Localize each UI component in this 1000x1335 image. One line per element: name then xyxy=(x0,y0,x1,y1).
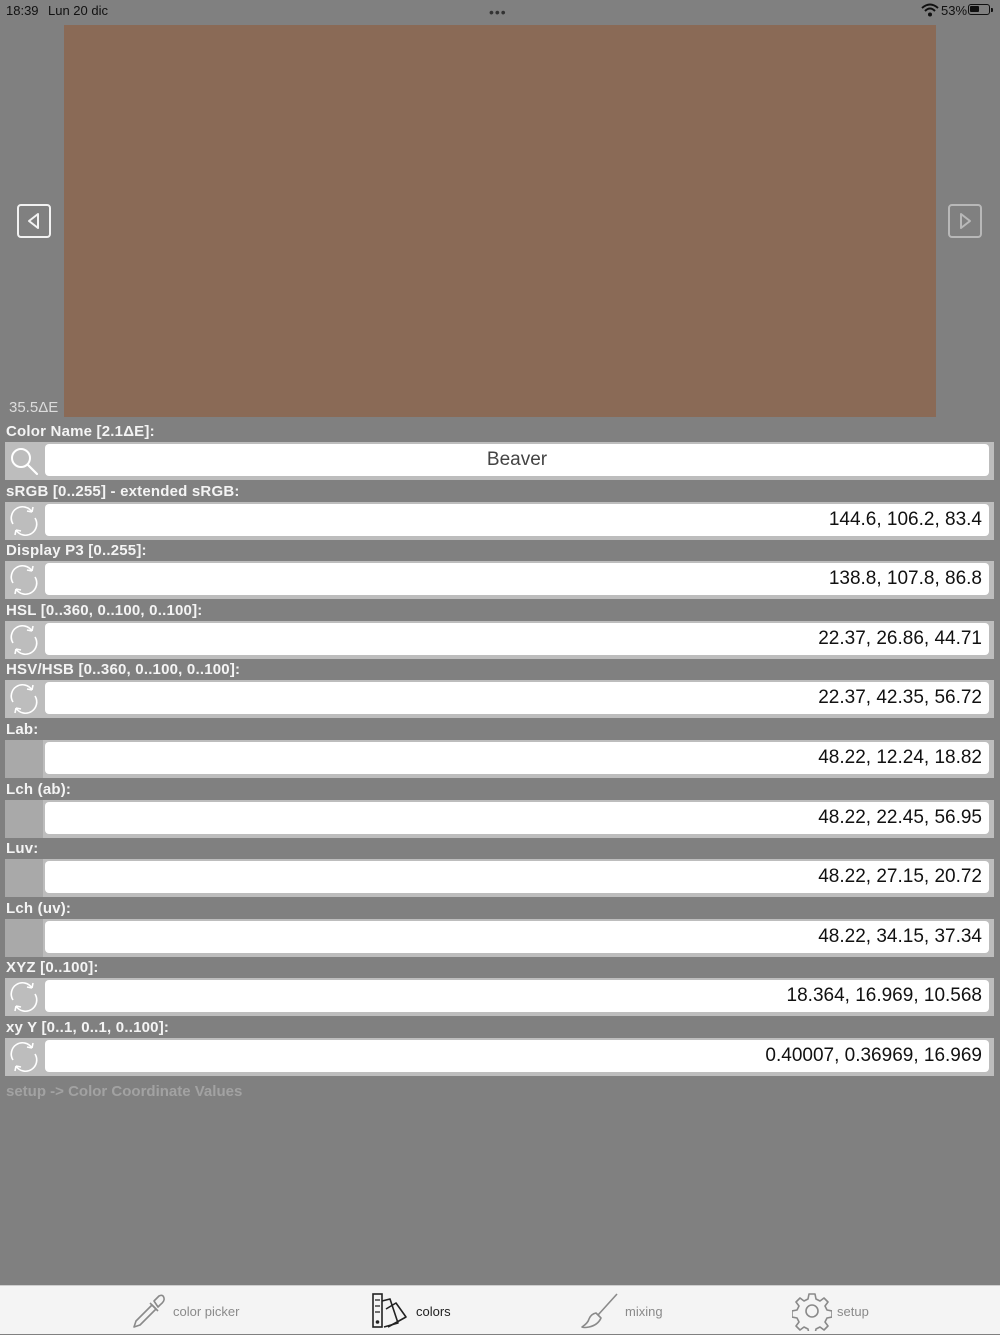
multitasking-dots-icon[interactable]: ••• xyxy=(489,4,507,20)
coordinate-value-field[interactable]: 0.40007, 0.36969, 16.969 xyxy=(45,1040,989,1072)
tab-label-setup: setup xyxy=(837,1304,869,1319)
row-label: Color Name [2.1ΔE]: xyxy=(6,423,155,440)
coordinate-row xyxy=(5,680,994,718)
next-color-button[interactable] xyxy=(948,204,982,238)
setup-hint: setup -> Color Coordinate Values xyxy=(6,1083,243,1100)
coordinate-row xyxy=(5,502,994,540)
row-icon-placeholder xyxy=(5,859,43,897)
row-label: Lab: xyxy=(6,721,39,738)
row-label: Display P3 [0..255]: xyxy=(6,542,147,560)
status-date: Lun 20 dic xyxy=(48,3,108,18)
tab-colors[interactable] xyxy=(370,1286,470,1335)
refresh-icon[interactable] xyxy=(5,561,43,599)
battery-level xyxy=(970,6,979,12)
gear-icon xyxy=(792,1291,832,1331)
coordinate-row xyxy=(5,1038,994,1076)
status-time: 18:39 xyxy=(6,3,39,18)
row-label: sRGB [0..255] - extended sRGB: xyxy=(6,482,240,500)
row-label: Lch (ab): xyxy=(6,780,72,798)
coordinate-row xyxy=(5,621,994,659)
coordinate-value-field[interactable]: 48.22, 27.15, 20.72 xyxy=(45,861,989,893)
coordinate-row xyxy=(5,442,994,480)
triangle-right-icon xyxy=(950,206,980,236)
refresh-icon[interactable] xyxy=(5,1038,43,1076)
row-label: XYZ [0..100]: xyxy=(6,959,99,977)
row-label: Luv: xyxy=(6,840,39,858)
tab-setup[interactable] xyxy=(792,1286,892,1335)
refresh-icon[interactable] xyxy=(5,680,43,718)
tab-label-mixing: mixing xyxy=(625,1304,663,1319)
coordinate-value-field[interactable]: 22.37, 26.86, 44.71 xyxy=(45,623,989,655)
search-icon[interactable] xyxy=(5,442,43,480)
triangle-left-icon xyxy=(19,206,49,236)
tab-color-picker[interactable] xyxy=(126,1286,256,1335)
tab-mixing[interactable] xyxy=(580,1286,680,1335)
tab-label-colors: colors xyxy=(416,1304,451,1319)
row-label: xy Y [0..1, 0..1, 0..100]: xyxy=(6,1019,170,1036)
row-icon-placeholder xyxy=(5,800,43,838)
color-name-field[interactable]: Beaver xyxy=(45,444,989,476)
coordinate-row xyxy=(5,919,994,957)
coordinate-row xyxy=(5,859,994,897)
refresh-icon[interactable] xyxy=(5,502,43,540)
coordinate-value-field[interactable]: 138.8, 107.8, 86.8 xyxy=(45,563,989,595)
refresh-icon[interactable] xyxy=(5,978,43,1016)
color-fan-icon xyxy=(370,1291,410,1331)
row-label: Lch (uv): xyxy=(6,899,72,917)
previous-color-button[interactable] xyxy=(17,204,51,238)
coordinate-value-field[interactable]: 48.22, 22.45, 56.95 xyxy=(45,802,989,834)
status-bar xyxy=(0,0,1000,22)
row-label: HSV/HSB [0..360, 0..100, 0..100]: xyxy=(6,661,241,679)
coordinate-value-field[interactable]: 18.364, 16.969, 10.568 xyxy=(45,980,989,1012)
tab-label-color-picker: color picker xyxy=(173,1304,240,1319)
row-icon-placeholder xyxy=(5,919,43,957)
battery-percentage: 53% xyxy=(941,3,968,18)
brush-icon xyxy=(580,1291,620,1331)
refresh-icon[interactable] xyxy=(5,621,43,659)
coordinate-value-field[interactable]: 48.22, 34.15, 37.34 xyxy=(45,921,989,953)
color-swatch[interactable] xyxy=(64,25,936,417)
tab-bar xyxy=(0,1285,1000,1334)
coordinate-row xyxy=(5,978,994,1016)
delta-e-label: 35.5ΔE xyxy=(9,399,59,416)
wifi-icon xyxy=(921,3,939,17)
row-label: HSL [0..360, 0..100, 0..100]: xyxy=(6,601,203,619)
coordinate-value-field[interactable]: 22.37, 42.35, 56.72 xyxy=(45,682,989,714)
eyedropper-icon xyxy=(128,1291,168,1331)
coordinate-row xyxy=(5,800,994,838)
coordinate-value-field[interactable]: 144.6, 106.2, 83.4 xyxy=(45,504,989,536)
coordinate-row xyxy=(5,561,994,599)
battery-icon xyxy=(968,4,990,15)
row-icon-placeholder xyxy=(5,740,43,778)
coordinate-value-field[interactable]: 48.22, 12.24, 18.82 xyxy=(45,742,989,774)
coordinate-row xyxy=(5,740,994,778)
